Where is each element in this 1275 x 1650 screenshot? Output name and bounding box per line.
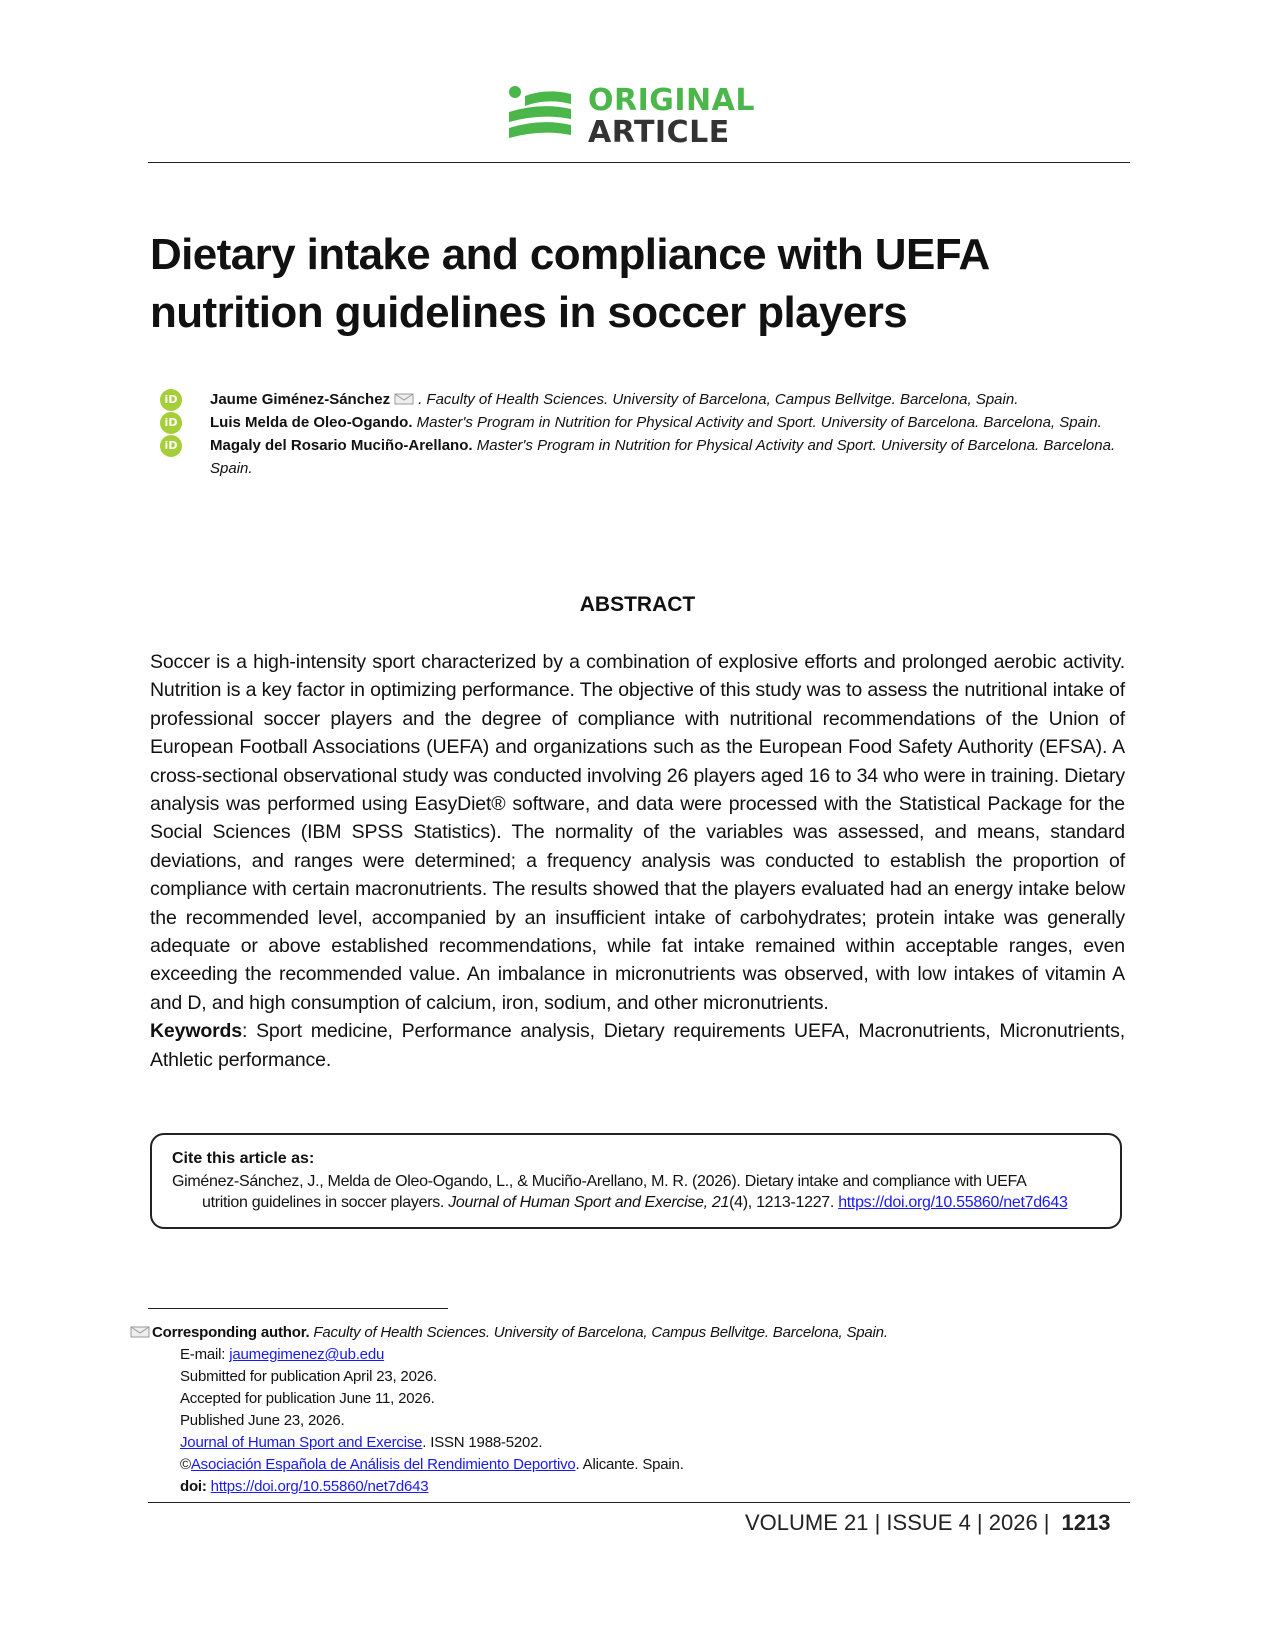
author-item — [160, 434, 1120, 480]
citation-box — [150, 1133, 1122, 1229]
page-number: 1213 — [1061, 1510, 1111, 1535]
author-affiliation: . Faculty of Health Sciences. University of Barcelona, Campus Bellvitge. Barcelona, Spain. — [418, 391, 1019, 408]
footnote-divider — [148, 1308, 448, 1309]
orcid-icon[interactable]: iD — [160, 412, 182, 434]
society-place: . Alicante. Spain. — [575, 1456, 684, 1473]
citation-journal: Journal of Human Sport and Exercise, 21 — [448, 1194, 730, 1211]
logo-word-article: ARTICLE — [588, 115, 730, 150]
citation-plain: utrition guidelines in soccer players. — [202, 1194, 449, 1211]
doi-label: doi: — [180, 1478, 207, 1495]
email-label: E-mail: — [180, 1346, 230, 1363]
envelope-icon — [130, 1326, 150, 1338]
page-footer — [745, 1508, 1111, 1538]
keywords-label: Keywords — [150, 1020, 242, 1043]
issn: . ISSN 1988-5202. — [422, 1434, 543, 1451]
author-name: Magaly del Rosario Muciño-Arellano. — [210, 437, 473, 454]
footer-divider — [148, 1502, 1130, 1503]
citation-label: Cite this article as: — [172, 1150, 315, 1167]
envelope-icon — [394, 393, 414, 405]
corresponding-author-row — [130, 1322, 1090, 1344]
abstract-text: Soccer is a high-intensity sport characterized by a combination of explosive efforts and prolonged aerobic activity. Nutrition is a key factor in optimizing performance. The objective of this study was to assess the nutritional intake of professional soccer players and the degree of compliance with nutritional recommendations of the Union of European Football Associations (UEFA) and organizations such as the European Food Safety Authority (EFSA). A cross-sectional observational study was conducted involving 26 players aged 16 to 34 who were in training. Dietary analysis was performed using EasyDiet® software, and data were processed with the Statistical Package for the Social Sciences (IBM SPSS Statistics). The normality of the variables was assessed, and means, standard deviations, and ranges were determined; a frequency analysis was conducted to establish the proportion of compliance with certain macronutrients. The results showed that the players evaluated had an energy intake below the recommended level, accompanied by an insufficient intake of carbohydrates; protein intake was generally adequate or above established recommendations, while fat intake remained within acceptable ranges, even exceeding the recommended value. An imbalance in micronutrients was observed, with low intakes of vitamin A and D, and high consumption of calcium, iron, sodium, and other micronutrients. — [150, 651, 1125, 1014]
header-divider — [148, 162, 1130, 163]
email-row — [130, 1344, 1090, 1366]
citation-text — [172, 1171, 1102, 1213]
citation-issue: (4), 1213-1227. — [729, 1194, 839, 1211]
citation-line-1: Giménez-Sánchez, J., Melda de Oleo-Ogando, L., & Muciño-Arellano, M. R. (2026). Dietary intake and compliance with UEFA — [172, 1173, 1027, 1190]
abstract-body — [150, 648, 1125, 1074]
author-item — [160, 388, 1120, 411]
orcid-icon[interactable]: iD — [160, 435, 182, 457]
copyright-symbol: © — [180, 1456, 191, 1473]
accepted-date: Accepted for publication June 11, 2026. — [180, 1390, 435, 1407]
abstract-heading: ABSTRACT — [579, 593, 696, 616]
author-affiliation: Master's Program in Nutrition for Physical Activity and Sport. University of Barcelona. Barcelona. Spain. — [210, 437, 1116, 477]
citation-doi-link[interactable]: https://doi.org/10.55860/net7d643 — [838, 1194, 1068, 1211]
citation-line-2 — [172, 1192, 1102, 1213]
volume-issue-year: VOLUME 21 | ISSUE 4 | 2026 | — [745, 1510, 1050, 1535]
corresponding-label: Corresponding author. — [152, 1324, 310, 1341]
corresponding-affiliation: Faculty of Health Sciences. University of Barcelona, Campus Bellvitge. Barcelona, Spain. — [309, 1324, 888, 1341]
doi-link[interactable]: https://doi.org/10.55860/net7d643 — [210, 1478, 429, 1495]
author-name: Jaume Giménez-Sánchez — [210, 391, 391, 408]
orcid-icon[interactable]: iD — [160, 389, 182, 411]
copyright-row — [130, 1454, 1090, 1476]
author-item — [160, 411, 1120, 434]
author-list — [160, 388, 1120, 480]
journal-logo — [505, 84, 775, 154]
journal-row — [130, 1432, 1090, 1454]
doi-row — [130, 1476, 1090, 1498]
keywords-list: : Sport medicine, Performance analysis, Dietary requirements UEFA, Macronutrients, Micronutrients, Athletic performance. — [150, 1020, 1125, 1071]
author-affiliation: Master's Program in Nutrition for Physical Activity and Sport. University of Barcelona. Barcelona, Spain. — [412, 414, 1102, 431]
email-link[interactable]: jaumegimenez@ub.edu — [229, 1346, 385, 1363]
society-link[interactable]: Asociación Española de Análisis del Rendimiento Deportivo — [190, 1456, 576, 1473]
footnote — [130, 1322, 1090, 1498]
published-date: Published June 23, 2026. — [180, 1412, 345, 1429]
author-name: Luis Melda de Oleo-Ogando. — [210, 414, 413, 431]
logo-word-original: ORIGINAL — [588, 83, 755, 118]
keywords — [150, 1017, 1125, 1074]
article-title: Dietary intake and compliance with UEFA nutrition guidelines in soccer players — [150, 230, 989, 337]
stripes-logo-icon — [505, 84, 575, 148]
submitted-date: Submitted for publication April 23, 2026. — [180, 1368, 437, 1385]
journal-link[interactable]: Journal of Human Sport and Exercise — [180, 1434, 423, 1451]
